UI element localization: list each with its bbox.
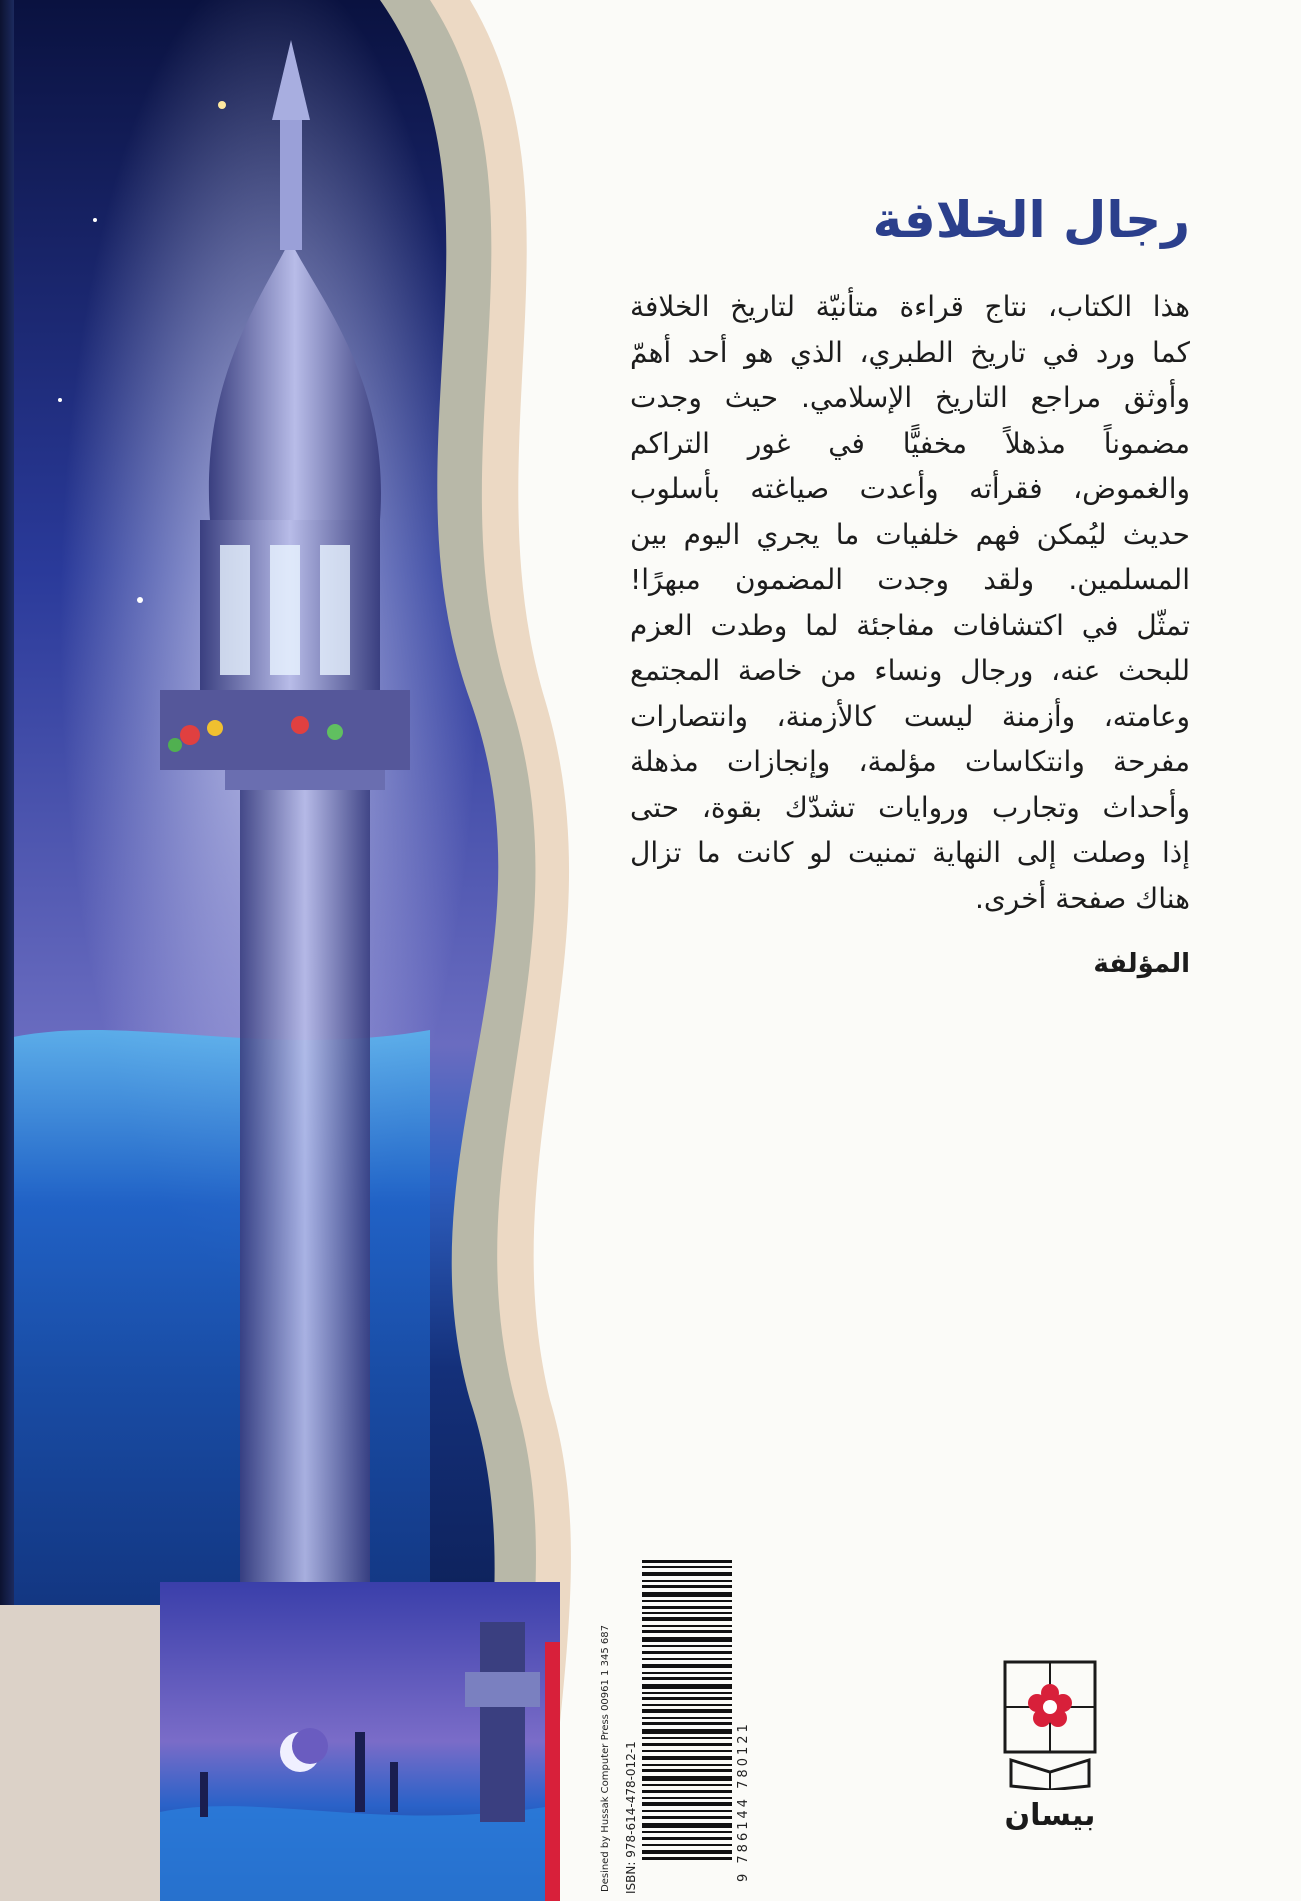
- blurb-text: [630, 284, 1190, 921]
- front-cover-thumbnail: [160, 1582, 560, 1901]
- publisher-logo: [995, 1660, 1105, 1850]
- blurb-line: وأوثق مراجع التاريخ الإسلامي. حيث وجدت: [630, 381, 1190, 414]
- publisher-name: بيسان: [1004, 1798, 1096, 1833]
- blurb-line: إذا وصلت إلى النهاية تمنيت لو كانت ما تزال: [630, 836, 1190, 869]
- barcode-area: [596, 1552, 756, 1897]
- author-signature: المؤلفة: [1093, 949, 1190, 979]
- blurb-line: للبحث عنه، ورجال ونساء من خاصة المجتمع: [630, 654, 1190, 687]
- barcode-icon: [642, 1560, 732, 1860]
- blurb-line: كما ورد في تاريخ الطبري، الذي هو أحد أهمّ: [630, 335, 1190, 369]
- blurb-line: المسلمين. ولقد وجدت المضمون مبهرًا!: [630, 563, 1190, 596]
- spine-label-strip: [0, 1605, 165, 1901]
- blurb-line: والغموض، فقرأته وأعدت صياغته بأسلوب: [630, 472, 1190, 505]
- book-title: رجال الخلافة: [872, 191, 1190, 249]
- isbn-label: ISBN: 978-614-478-012-1: [624, 1741, 638, 1894]
- blurb-line: مفرحة وانتكاسات مؤلمة، وإنجازات مذهلة: [630, 745, 1190, 778]
- blurb-line: حديث ليُمكن فهم خلفيات ما يجري اليوم بين: [630, 517, 1190, 551]
- blurb-line: مضموناً مذهلاً مخفيًّا في غور التراكم: [630, 426, 1190, 460]
- flower-book-icon: [1003, 1660, 1097, 1790]
- designer-credit: Desined by Hussak Computer Press 00961 1 345 687: [600, 1625, 611, 1892]
- blurb-line: هناك صفحة أخرى.: [974, 881, 1190, 915]
- blurb-line: هذا الكتاب، نتاج قراءة متأنيّة لتاريخ الخلافة: [630, 290, 1190, 323]
- blurb-section: [630, 190, 1190, 979]
- blurb-line: تمثّل في اكتشافات مفاجئة لما وطدت العزم: [630, 608, 1190, 642]
- blurb-line: وعامته، وأزمنة ليست كالأزمنة، وانتصارات: [630, 699, 1190, 733]
- barcode-digits: 9 786144 780121: [736, 1721, 751, 1882]
- blurb-line: وأحداث وتجارب وروايات تشدّك بقوة، حتى: [630, 790, 1190, 824]
